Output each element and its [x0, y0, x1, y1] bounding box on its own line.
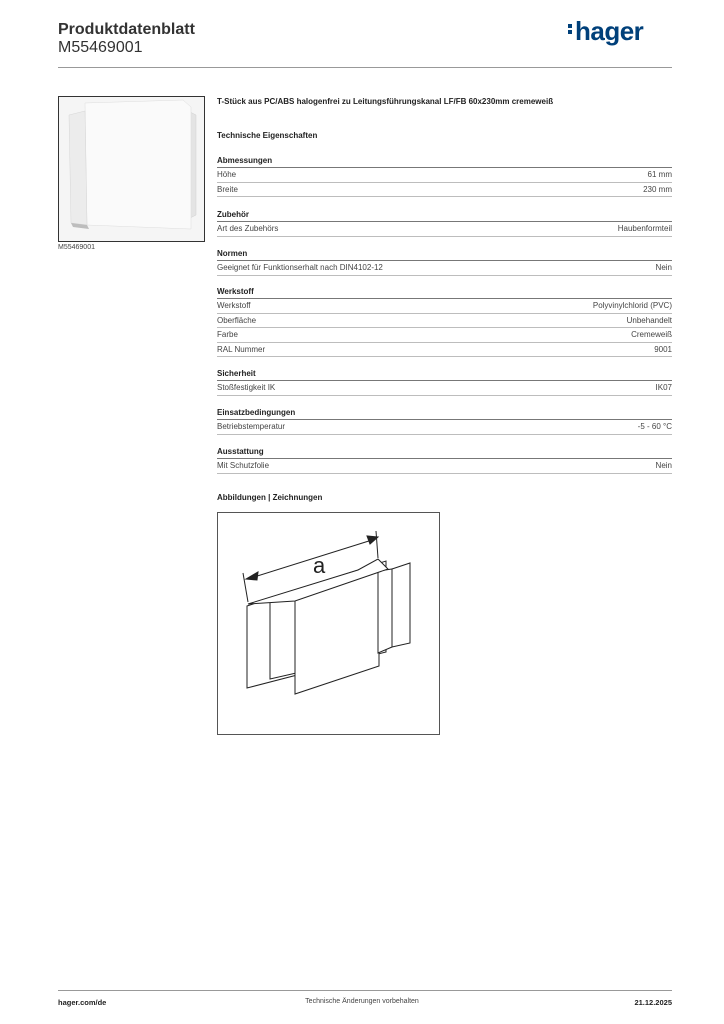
- article-number: M55469001: [58, 39, 143, 56]
- property-row: [217, 299, 672, 314]
- section-title: Abmessungen: [217, 156, 672, 168]
- property-value: 61 mm: [647, 170, 672, 179]
- property-label: Mit Schutzfolie: [217, 461, 270, 470]
- footer-date: 21.12.2025: [634, 998, 672, 1007]
- arrow-left-icon: [246, 572, 258, 580]
- property-label: Farbe: [217, 330, 238, 339]
- property-row: [217, 183, 672, 198]
- technical-properties-heading: Technische Eigenschaften: [217, 131, 318, 140]
- property-value: Cremeweiß: [631, 330, 672, 339]
- property-value: -5 - 60 °C: [637, 422, 672, 431]
- section-abmessungen: [217, 156, 672, 197]
- property-value: Polyvinylchlorid (PVC): [592, 301, 672, 310]
- property-row: [217, 459, 672, 474]
- property-label: Oberfläche: [217, 315, 257, 325]
- logo-text: hager: [575, 16, 644, 46]
- header-divider: [58, 67, 672, 68]
- property-label: Stoßfestigkeit IK: [217, 383, 276, 392]
- property-row: [217, 314, 672, 329]
- footer-website[interactable]: hager.com/de: [58, 998, 107, 1007]
- property-label: Werkstoff: [217, 301, 251, 310]
- property-row: [217, 261, 672, 276]
- property-label: Art des Zubehörs: [217, 224, 279, 233]
- section-title: Werkstoff: [217, 287, 672, 299]
- technical-drawing: [217, 512, 440, 735]
- property-label: RAL Nummer: [217, 344, 266, 354]
- product-description: T-Stück aus PC/ABS halogenfrei zu Leitungsführungskanal LF/FB 60x230mm cremeweiß: [217, 97, 554, 106]
- property-label: Breite: [217, 184, 238, 194]
- section-werkstoff: [217, 287, 672, 357]
- property-row: [217, 168, 672, 183]
- property-value: IK07: [655, 383, 672, 392]
- hager-logo[interactable]: [568, 16, 643, 47]
- product-image: [58, 96, 205, 242]
- document-title: Produktdatenblatt: [58, 21, 195, 38]
- section-sicherheit: [217, 369, 672, 396]
- property-label: Betriebstemperatur: [217, 422, 286, 431]
- section-ausstattung: [217, 447, 672, 474]
- section-normen: [217, 249, 672, 276]
- property-value: 9001: [654, 344, 672, 354]
- section-title: Zubehör: [217, 210, 672, 222]
- property-row: [217, 328, 672, 343]
- section-title: Normen: [217, 249, 672, 261]
- section-title: Ausstattung: [217, 447, 672, 459]
- footer-notice: Technische Änderungen vorbehalten: [305, 998, 419, 1005]
- property-label: Geeignet für Funktionserhalt nach DIN4102-12: [217, 263, 383, 272]
- section-zubehör: [217, 210, 672, 237]
- right-channel-sleeve: [378, 569, 392, 653]
- logo-dots-icon: [568, 22, 572, 36]
- property-row: [217, 222, 672, 237]
- property-row: [217, 343, 672, 358]
- section-title: Einsatzbedingungen: [217, 408, 672, 420]
- dimension-label: a: [313, 553, 326, 578]
- property-row: [217, 381, 672, 396]
- drawings-heading: Abbildungen | Zeichnungen: [217, 493, 323, 502]
- property-label: Höhe: [217, 170, 237, 179]
- footer-divider: [58, 990, 672, 991]
- property-value: 230 mm: [643, 184, 672, 194]
- property-value: Nein: [655, 263, 672, 272]
- section-title: Sicherheit: [217, 369, 672, 381]
- section-einsatzbedingungen: [217, 408, 672, 435]
- property-value: Nein: [655, 461, 672, 470]
- property-row: [217, 420, 672, 435]
- property-value: Haubenformteil: [617, 224, 672, 233]
- property-value: Unbehandelt: [626, 315, 672, 325]
- image-caption: M55469001: [58, 244, 95, 251]
- right-channel-cap: [392, 563, 410, 647]
